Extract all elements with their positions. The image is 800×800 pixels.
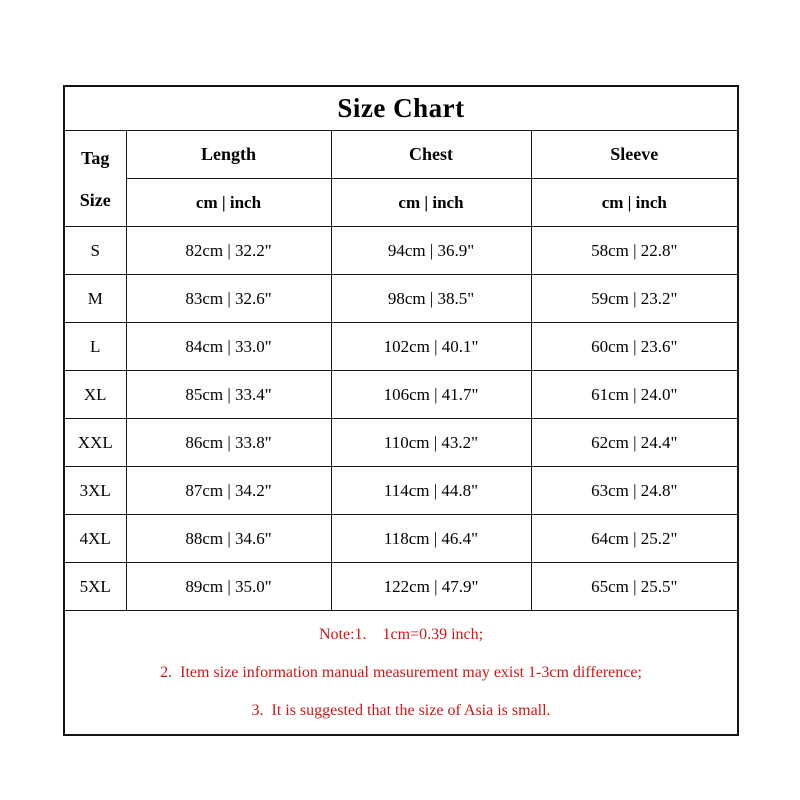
chest-cell: 98cm | 38.5" bbox=[331, 275, 531, 323]
chest-cell: 118cm | 46.4" bbox=[331, 515, 531, 563]
size-cell: 3XL bbox=[64, 467, 126, 515]
size-cell: M bbox=[64, 275, 126, 323]
length-cell: 84cm | 33.0" bbox=[126, 323, 331, 371]
size-row bbox=[64, 467, 738, 515]
chest-cell: 114cm | 44.8" bbox=[331, 467, 531, 515]
note-line-3: 3. It is suggested that the size of Asia is small. bbox=[251, 701, 551, 719]
length-cell: 87cm | 34.2" bbox=[126, 467, 331, 515]
sleeve-cell: 65cm | 25.5" bbox=[531, 563, 738, 611]
chest-cell: 102cm | 40.1" bbox=[331, 323, 531, 371]
sleeve-cell: 59cm | 23.2" bbox=[531, 275, 738, 323]
size-chart-table bbox=[63, 85, 739, 736]
sleeve-cell: 63cm | 24.8" bbox=[531, 467, 738, 515]
sleeve-cell: 58cm | 22.8" bbox=[531, 227, 738, 275]
column-header-length: Length bbox=[126, 131, 331, 179]
size-cell: 5XL bbox=[64, 563, 126, 611]
tag-size-header-line1: Tag bbox=[81, 147, 110, 168]
note-line-1: Note:1. 1cm=0.39 inch; bbox=[318, 625, 484, 643]
size-chart-title: Size Chart bbox=[64, 86, 738, 131]
size-row bbox=[64, 563, 738, 611]
length-cell: 82cm | 32.2" bbox=[126, 227, 331, 275]
chest-cell: 106cm | 41.7" bbox=[331, 371, 531, 419]
unit-header-length: cm | inch bbox=[126, 179, 331, 227]
sleeve-cell: 64cm | 25.2" bbox=[531, 515, 738, 563]
size-cell: 4XL bbox=[64, 515, 126, 563]
size-row bbox=[64, 515, 738, 563]
column-header-row bbox=[64, 131, 738, 179]
length-cell: 88cm | 34.6" bbox=[126, 515, 331, 563]
length-cell: 86cm | 33.8" bbox=[126, 419, 331, 467]
size-row bbox=[64, 371, 738, 419]
column-header-chest: Chest bbox=[331, 131, 531, 179]
size-row bbox=[64, 419, 738, 467]
unit-header-sleeve: cm | inch bbox=[531, 179, 738, 227]
chest-cell: 122cm | 47.9" bbox=[331, 563, 531, 611]
notes-row bbox=[64, 611, 738, 736]
size-rows bbox=[64, 227, 738, 611]
sleeve-cell: 61cm | 24.0" bbox=[531, 371, 738, 419]
tag-size-header-line2: Size bbox=[79, 189, 111, 210]
note-line-2: 2. Item size information manual measurement may exist 1-3cm difference; bbox=[160, 663, 642, 681]
notes-section bbox=[64, 611, 738, 736]
size-cell: XXL bbox=[64, 419, 126, 467]
unit-header-row bbox=[64, 179, 738, 227]
title-row bbox=[64, 86, 738, 131]
size-row bbox=[64, 323, 738, 371]
sleeve-cell: 60cm | 23.6" bbox=[531, 323, 738, 371]
tag-size-header bbox=[64, 131, 126, 227]
size-cell: XL bbox=[64, 371, 126, 419]
unit-header-chest: cm | inch bbox=[331, 179, 531, 227]
size-row bbox=[64, 275, 738, 323]
length-cell: 83cm | 32.6" bbox=[126, 275, 331, 323]
chest-cell: 110cm | 43.2" bbox=[331, 419, 531, 467]
notes-cell bbox=[64, 611, 738, 736]
length-cell: 89cm | 35.0" bbox=[126, 563, 331, 611]
column-header-sleeve: Sleeve bbox=[531, 131, 738, 179]
sleeve-cell: 62cm | 24.4" bbox=[531, 419, 738, 467]
length-cell: 85cm | 33.4" bbox=[126, 371, 331, 419]
size-row bbox=[64, 227, 738, 275]
chest-cell: 94cm | 36.9" bbox=[331, 227, 531, 275]
size-cell: S bbox=[64, 227, 126, 275]
size-cell: L bbox=[64, 323, 126, 371]
size-chart-header bbox=[64, 86, 738, 227]
